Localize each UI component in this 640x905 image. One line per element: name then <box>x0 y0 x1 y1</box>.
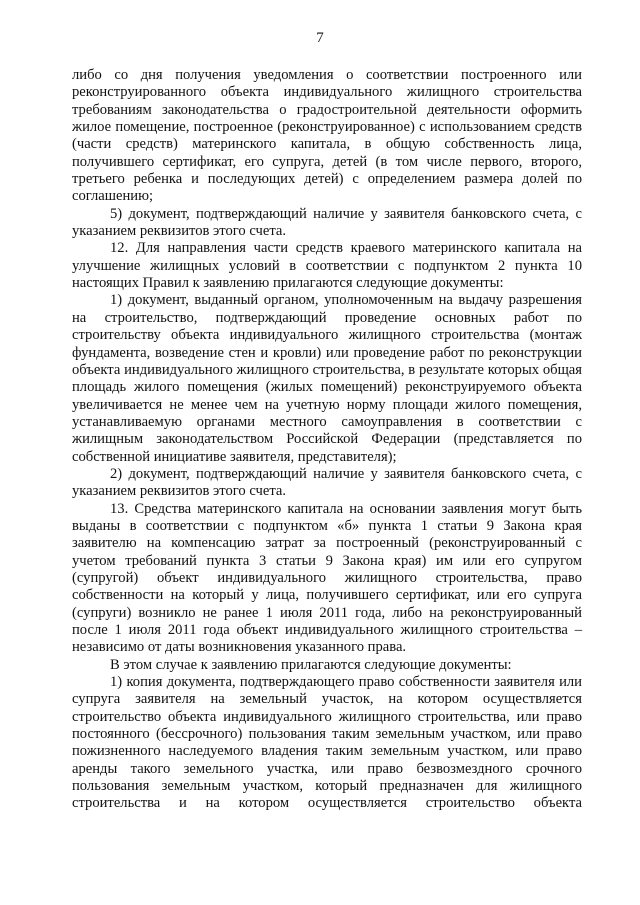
paragraph-12-item-2: 2) документ, подтверждающий наличие у заявителя банковского счета, с указанием реквизитов этого счета. <box>72 465 582 500</box>
paragraph-continuation: либо со дня получения уведомления о соответствии построенного или реконструированного объекта индивидуального жилищного строительства требованиям законодательства о градостроительной деятельности оформить жилое помещение, построенное (реконструированное) с использованием средств (части средств) материнского капитала, в общую собственность лица, получившего сертификат, его супруга, детей (в том числе первого, второго, третьего ребенка и последующих детей) с определением размера долей по соглашению; <box>72 67 582 205</box>
paragraph-12-item-1: 1) документ, выданный органом, уполномоченным на выдачу разрешения на строительство, подтверждающий проведение основных работ по строительству объекта индивидуального жилищного строительства (монтаж фундамента, возведение стен и кровли) или проведение работ по реконструкции объекта индивидуального жилищного строительства, в результате которых общая площадь жилого помещения (жилых помещений) реконструируемого объекта увеличивается не менее чем на учетную норму площади жилого помещения, устанавливаемую органами местного самоуправления в соответствии с жилищным законодательством Российской Федерации (представляется по собственной инициативе заявителя, представителя); <box>72 292 582 465</box>
page-number: 7 <box>316 30 324 46</box>
paragraph-documents-intro: В этом случае к заявлению прилагаются следующие документы: <box>110 656 512 673</box>
paragraph-13-item-1: 1) копия документа, подтверждающего право собственности заявителя или супруга заявителя на земельный участок, на котором осуществляется строительство объекта индивидуального жилищного строительства, или право постоянного (бессрочного) пользования таким земельным участком, или право пожизненного наследуемого владения таким земельным участком, или право аренды такого земельного участка, или право безвозмездного срочного пользования земельным участком, который предназначен для жилищного строительства и на котором осуществляется строительство объекта <box>72 674 582 812</box>
paragraph-item-5: 5) документ, подтверждающий наличие у заявителя банковского счета, с указанием реквизитов этого счета. <box>72 205 582 240</box>
paragraph-section-13: 13. Средства материнского капитала на основании заявления могут быть выданы в соответствии с подпунктом «б» пункта 1 статьи 9 Закона края заявителю на компенсацию затрат за построенный (реконструированный с учетом требований пункта 3 статьи 9 Закона края) им или его супругом (супругой) объект индивидуального жилищного строительства, право собственности на который у лица, получившего сертификат, или его супруга (супруги) возникло не ранее 1 июля 2011 года, либо на реконструированный после 1 июля 2011 года объект индивидуального жилищного строительства – независимо от даты возникновения указанного права. <box>72 500 582 656</box>
paragraph-section-12: 12. Для направления части средств краевого материнского капитала на улучшение жилищных условий в соответствии с подпунктом 2 пункта 10 настоящих Правил к заявлению прилагаются следующие документы: <box>72 240 582 292</box>
document-body <box>72 67 582 813</box>
